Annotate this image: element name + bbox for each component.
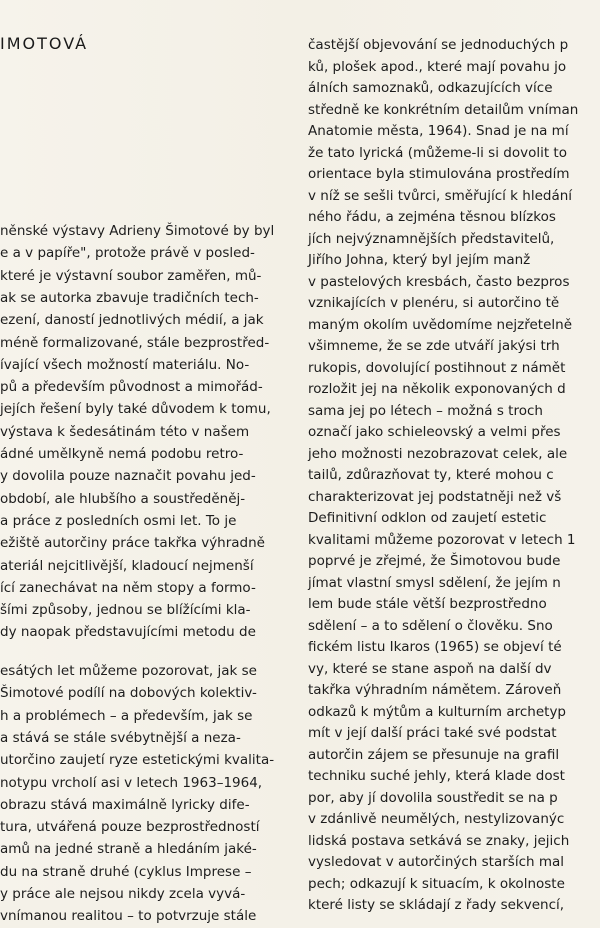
text-line: sdělení – a to sdělení o člověku. Sno — [308, 617, 553, 634]
text-line: a práce z posledních osmi let. To je — [0, 512, 237, 529]
text-line: ků, plošek apod., které mají povahu jo — [308, 58, 567, 75]
text-line: ného řádu, a zejména těsnou blízkos — [308, 209, 556, 225]
text-line: středně ke konkrétním detailům vníman — [308, 101, 579, 118]
text-line: poprvé je zřejmé, že Šimotovou bude — [308, 553, 561, 569]
text-line: autorčin zájem se přesunuje na grafil — [308, 746, 560, 763]
text-line: v zdánlivě neumělých, nestylizovanýc — [308, 811, 565, 827]
text-line: ak se autorka zbavuje tradičních tech- — [0, 289, 259, 306]
text-line: Anatomie města, 1964). Snad je na mí — [308, 123, 569, 139]
text-line: maným okolím uvědomíme nejzřetelně — [308, 316, 573, 333]
text-line: takřka výhradním námětem. Zároveň — [308, 682, 562, 698]
text-line: h a problémech – a především, jak se — [0, 707, 253, 724]
text-line: mít v její další práci také své podstat — [308, 725, 557, 741]
text-line: utorčino zaujetí ryze estetickými kvalita- — [0, 752, 275, 769]
text-line: fickém listu Ikaros (1965) se objeví té — [308, 639, 562, 655]
text-line: y dovolila pouze naznačit povahu jed- — [0, 468, 256, 485]
text-line: méně formalizované, stále bezprostřed- — [0, 334, 270, 351]
text-line: lidská postava setkává se znaky, jejich — [308, 832, 570, 849]
text-line: vy, které se stane aspoň na další dv — [308, 660, 552, 677]
text-line: označí jako schieleovský a velmi přes — [308, 424, 561, 440]
text-line: že tato lyrická (můžeme-li si dovolit to — [308, 144, 567, 161]
text-line: výstava k šedesátinám této v našem — [0, 423, 250, 440]
text-line: vznikajících v plenéru, si autorčino tě — [308, 295, 560, 311]
text-line: které je výstavní soubor zaměřen, mů- — [0, 267, 262, 284]
text-line: lem bude stále větší bezprostředno — [308, 596, 547, 612]
text-line: častější objevování se jednoduchých p — [308, 37, 569, 53]
text-line: ezení, daností jednotlivých médií, a jak — [0, 312, 264, 329]
text-line: techniku suché jehly, která klade dost — [308, 768, 565, 784]
text-line: rukopis, dovolující postihnout z námět — [308, 359, 566, 376]
text-line: por, aby jí dovolila soustředit se na p — [308, 789, 558, 806]
text-line: všimneme, že se zde utváří jakýsi trh — [308, 338, 560, 354]
text-line: období, ale hlubšího a soustředěněj- — [0, 490, 246, 507]
text-line: jejích řešení byly také důvodem k tomu, — [0, 401, 271, 418]
text-line: odkazů k mýtům a kulturním archetyp — [308, 703, 567, 720]
text-line: ící zanechávat na něm stopy a formo- — [0, 579, 256, 596]
text-line: pech; odkazují k situacím, k okolnoste — [308, 875, 565, 892]
text-line: orientace byla stimulována prostředím — [308, 166, 570, 182]
page-heading: IMOTOVÁ — [0, 34, 89, 53]
text-line: v pastelových kresbách, často bezpros — [308, 273, 570, 290]
text-line: jeho možnosti nezobrazovat celek, ale — [308, 445, 568, 462]
text-line: něnské výstavy Adrieny Šimotové by byl — [0, 223, 275, 239]
text-line: šími způsoby, jednou se blížícími kla- — [0, 602, 251, 619]
text-line: v níž se sešli tvůrci, směřující k hledání — [308, 187, 573, 204]
text-line: Šimotové podílí na dobových kolektiv- — [0, 685, 257, 702]
text-line: y práce ale nejsou nikdy zcela vyvá- — [0, 886, 246, 902]
text-line: rozložit jej na několik exponovaných d — [308, 381, 566, 397]
text-line: a stává se stále svébytnější a neza- — [0, 729, 241, 746]
text-line: álních samoznaků, odkazujících více — [308, 80, 553, 96]
text-line: Definitivní odklon od zaujetí estetic — [308, 510, 547, 526]
text-line: charakterizovat jej podstatněji než vš — [308, 488, 562, 505]
text-line: vnímanou realitou – to potvrzuje stále — [0, 908, 257, 925]
text-line: ádné umělkyně nemá podobu retro- — [0, 446, 244, 462]
text-line: obrazu stává maximálně lyricky dife- — [0, 796, 250, 813]
text-line: tura, utvářená pouze bezprostředností — [0, 819, 260, 836]
text-line: du na straně druhé (cyklus Imprese – — [0, 863, 252, 880]
text-line: notypu vrcholí asi v letech 1963–1964, — [0, 774, 263, 791]
text-line: pů a především původnost a mimořád- — [0, 379, 263, 396]
text-line: Jiřího Johna, který byl jejím manž — [308, 252, 531, 268]
text-line: vysledovat v autorčiných starších mal — [308, 854, 565, 870]
text-line: sama jej po létech – možná s troch — [308, 402, 543, 419]
text-line: tailů, zdůrazňovat ty, které mohou c — [308, 467, 554, 483]
text-line: ívající všech možností materiálu. No- — [0, 356, 250, 373]
text-line: esátých let můžeme pozorovat, jak se — [0, 663, 257, 679]
text-line: e a v papíře", protože právě v posled- — [0, 245, 255, 262]
text-line: kvalitami můžeme pozorovat v letech 1 — [308, 531, 576, 548]
text-line: jích nejvýznamnějších představitelů, — [308, 230, 555, 247]
text-line: amů na jedné straně a hledáním jaké- — [0, 841, 257, 858]
text-line: ateriál nejcitlivější, kladoucí nejmenší — [0, 557, 254, 574]
text-line: dy naopak představujícími metodu de — [0, 624, 256, 641]
text-line: ežiště autorčiny práce takřka výhradně — [0, 535, 265, 552]
text-line: jímat vlastní smysl sdělení, že jejím n — [308, 574, 561, 591]
text-line: které listy se skládají z řady sekvencí, — [308, 897, 565, 913]
